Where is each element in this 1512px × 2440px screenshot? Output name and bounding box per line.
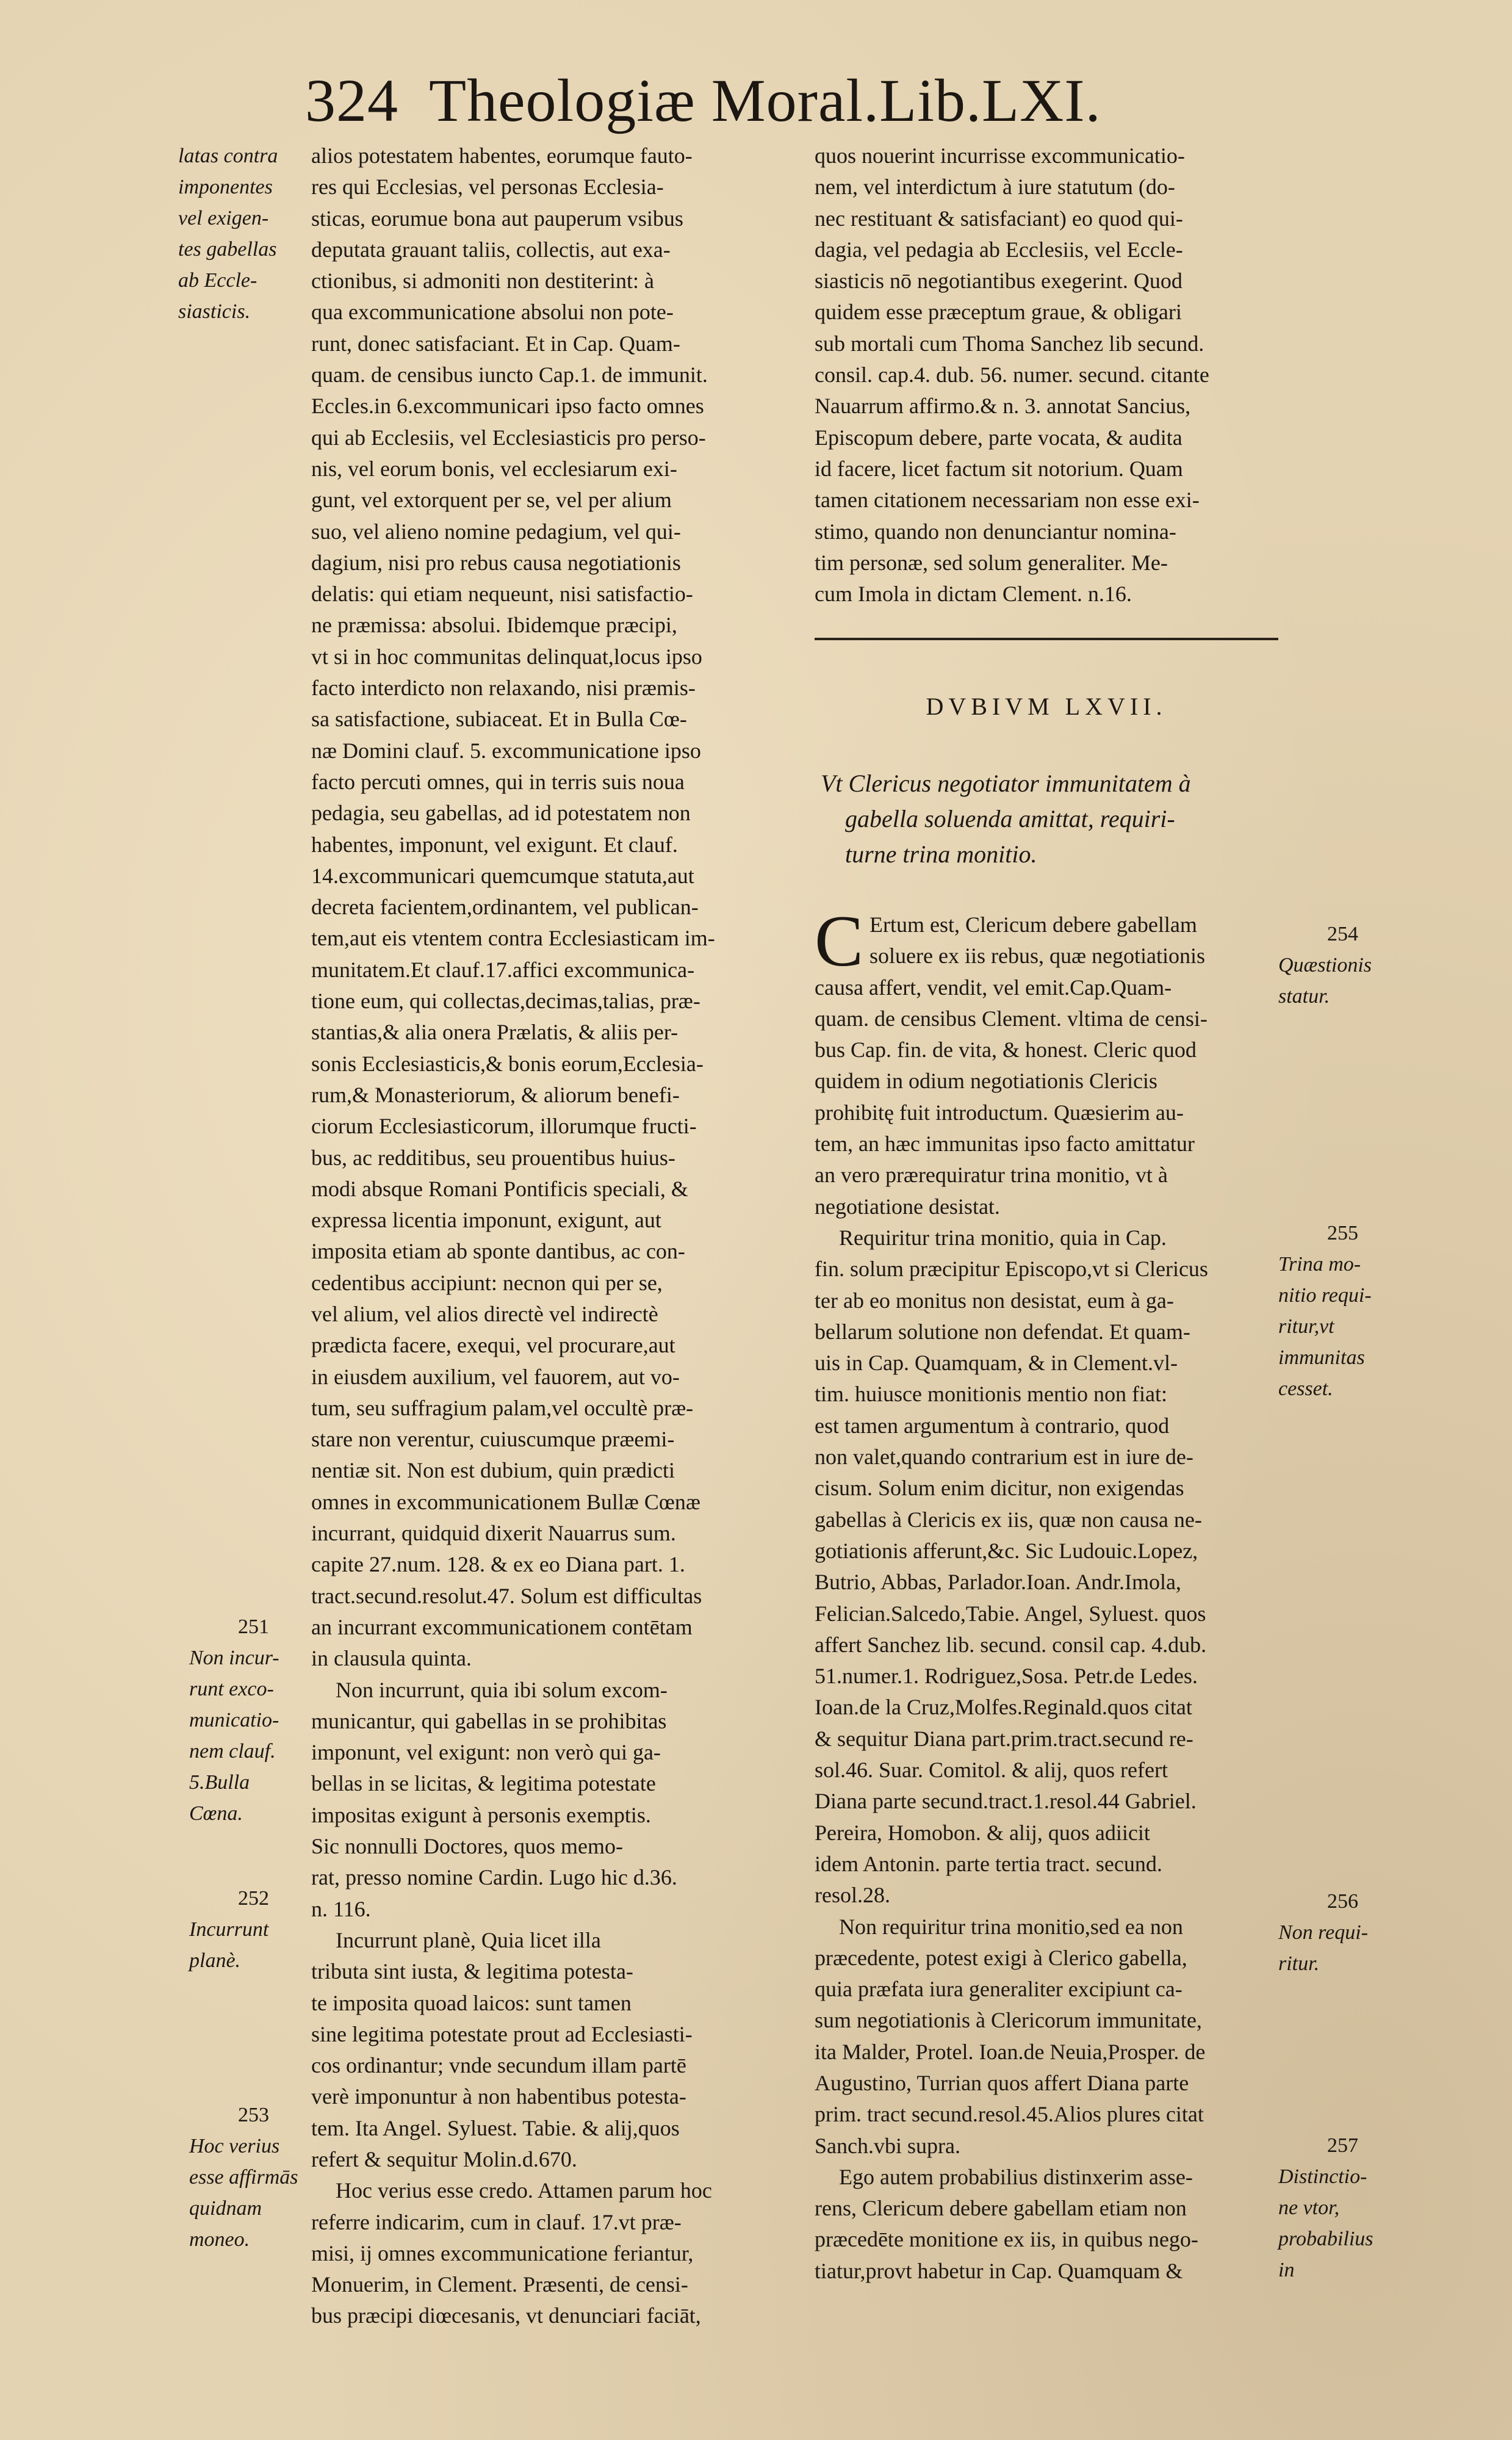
text-line: facto interdicto non relaxando, nisi præmis- (311, 676, 696, 701)
margin-line: ab Eccle- (178, 269, 257, 292)
text-line: impositas exigunt à personis exemptis. (311, 1802, 651, 1827)
text-line: uis in Cap. Quamquam, & in Clement.vl- (815, 1351, 1178, 1376)
text-line: an incurrant excommunicationem contētam (311, 1614, 693, 1639)
text-line: negotiatione desistat. (815, 1194, 1000, 1219)
text-line: tione eum, qui collectas,decimas,talias, præ- (311, 989, 700, 1014)
text-line: cos ordinantur; vnde secundum illam partē (311, 2053, 686, 2078)
margin-note-number: 255 (1327, 1222, 1358, 1244)
text-line: Augustino, Turrian quos affert Diana parte (815, 2070, 1189, 2095)
margin-line: Non incur- (189, 1647, 279, 1669)
text-line: nem, vel interdictum à iure statutum (do- (815, 175, 1175, 200)
paragraph (311, 140, 775, 1675)
text-line: præcedente, potest exigi à Clerico gabella, (815, 1945, 1187, 1970)
margin-line: statur. (1278, 985, 1330, 1008)
margin-note-number: 256 (1327, 1890, 1358, 1913)
text-line: munitatem.Et clauf.17.affici excommunica- (311, 957, 695, 982)
section-divider (815, 638, 1278, 640)
text-line: stantias,& alia onera Prælatis, & aliis per- (311, 1020, 679, 1045)
text-line: Incurrunt planè, Quia licet illa (336, 1927, 601, 1952)
margin-line: in (1278, 2259, 1295, 2281)
text-line: Sic nonnulli Doctores, quos memo- (311, 1834, 623, 1859)
text-line: & sequitur Diana part.prim.tract.secund re- (815, 1726, 1193, 1751)
text-line: non valet,quando contrarium est in iure de- (815, 1445, 1193, 1470)
margin-note-number: 257 (1327, 2134, 1358, 2157)
margin-line: Incurrunt (189, 1918, 269, 1941)
text-line: n. 116. (311, 1896, 371, 1921)
margin-note-right-255 (1278, 1218, 1406, 1404)
margin-note-left-252 (189, 1883, 311, 1976)
text-line: Ego autem probabilius distinxerim asse- (839, 2164, 1193, 2189)
margin-line: probabilius (1278, 2228, 1373, 2250)
text-line: sub mortali cum Thoma Sanchez lib secund. (815, 331, 1204, 356)
margin-line: ritur. (1278, 1952, 1320, 1975)
margin-line: imponentes (178, 176, 273, 198)
text-line: Sanch.vbi supra. (815, 2133, 960, 2158)
margin-note-number: 252 (238, 1887, 269, 1910)
paragraph (311, 1925, 775, 2175)
question-line: gabella soluenda amittat, requiri- (845, 805, 1175, 832)
text-line: rum,& Monasteriorum, & aliorum benefi- (311, 1082, 680, 1107)
text-line: runt, donec satisfaciant. Et in Cap. Quam- (311, 331, 680, 356)
margin-line: nitio requi- (1278, 1284, 1372, 1307)
text-line: ctionibus, si admoniti non destiterint: à (311, 269, 654, 294)
text-line: vt si in hoc communitas delinquat,locus ipso (311, 644, 702, 669)
text-line: quam. de censibus iuncto Cap.1. de immunit. (311, 363, 708, 388)
text-line: tamen citationem necessariam non esse exi- (815, 488, 1200, 513)
text-line: sol.46. Suar. Comitol. & alij, quos refert (815, 1758, 1168, 1783)
text-line: suo, vel alieno nomine pedagium, vel qui- (311, 519, 681, 544)
text-line: nis, vel eorum bonis, vel ecclesiarum exi- (311, 456, 677, 481)
text-line: tem. Ita Angel. Syluest. Tabie. & alij,quos (311, 2115, 680, 2140)
margin-line: Hoc verius (189, 2135, 280, 2157)
text-line: gabellas à Clericis ex iis, quæ non causa ne- (815, 1507, 1202, 1532)
margin-line: immunitas (1278, 1346, 1365, 1369)
margin-line: moneo. (189, 2228, 250, 2251)
text-line: modi absque Romani Pontificis speciali, & (311, 1176, 688, 1201)
margin-note-number: 253 (238, 2104, 269, 2126)
text-line: siasticis nō negotiantibus exegerint. Quod (815, 269, 1183, 294)
margin-note-left-1 (178, 140, 306, 327)
text-line: Ertum est, Clericum debere gabellam (869, 912, 1197, 937)
paragraph (311, 1675, 775, 1925)
text-line: delatis: qui etiam nequeunt, nisi satisfactio- (311, 582, 693, 607)
text-line: nec restituant & satisfaciant) eo quod qui- (815, 206, 1183, 231)
text-line: resol.28. (815, 1883, 890, 1908)
margin-line: Trina mo- (1278, 1253, 1361, 1276)
margin-note-left-251 (189, 1611, 311, 1829)
text-line: facto percuti omnes, qui in terris suis noua (311, 769, 685, 794)
text-line: causa affert, vendit, vel emit.Cap.Quam- (815, 975, 1172, 1000)
text-line: bus, ac redditibus, seu prouentibus huius- (311, 1145, 675, 1170)
text-line: alios potestatem habentes, eorumque fauto- (311, 143, 693, 168)
text-line: pedagia, seu gabellas, ad id potestatem non (311, 801, 691, 826)
margin-line: cesset. (1278, 1377, 1333, 1400)
text-line: incurrant, quidquid dixerit Nauarrus sum. (311, 1521, 676, 1546)
text-line: bellas in se licitas, & legitima potestate (311, 1771, 656, 1796)
text-line: in eiusdem auxilium, vel fauorem, aut vo- (311, 1364, 680, 1389)
paragraph (815, 900, 1278, 1222)
text-line: Non requiritur trina monitio,sed ea non (839, 1914, 1183, 1939)
margin-line: ritur,vt (1278, 1315, 1334, 1338)
text-line: præcedēte monitione ex iis, in quibus nego- (815, 2227, 1198, 2252)
text-line: sa satisfactione, subiaceat. Et in Bulla Cœ- (311, 707, 687, 732)
running-title: Theologiæ Moral.Lib.LXI. (429, 67, 1101, 134)
text-line: Butrio, Abbas, Parlador.Ioan. Andr.Imola, (815, 1570, 1181, 1595)
margin-line: Quæstionis (1278, 954, 1372, 976)
text-line: deputata grauant taliis, collectis, aut exa- (311, 237, 671, 262)
text-line: Eccles.in 6.excommunicari ipso facto omnes (311, 394, 704, 419)
text-line: in clausula quinta. (311, 1646, 472, 1671)
margin-line: runt exco- (189, 1678, 274, 1700)
text-line: 51.numer.1. Rodriguez,Sosa. Petr.de Ledes. (815, 1664, 1198, 1689)
text-line: Felician.Salcedo,Tabie. Angel, Syluest. quos (815, 1601, 1206, 1626)
text-line: nentiæ sit. Non est dubium, quin prædicti (311, 1458, 675, 1483)
question-text (821, 766, 1284, 872)
text-line: 14.excommunicari quemcumque statuta,aut (311, 863, 694, 888)
margin-note-right-256 (1278, 1886, 1406, 1979)
text-line: referre indicarim, cum in clauf. 17.vt præ- (311, 2209, 682, 2234)
text-line: tem, an hæc immunitas ipso facto amittatur (815, 1132, 1195, 1157)
margin-line: siasticis. (178, 300, 251, 323)
text-line: Episcopum debere, parte vocata, & audita (815, 425, 1183, 450)
text-line: bus Cap. fin. de vita, & honest. Cleric quod (815, 1038, 1197, 1063)
text-line: rens, Clericum debere gabellam etiam non (815, 2196, 1187, 2221)
margin-note-right-257 (1278, 2130, 1406, 2286)
text-line: Nauarrum affirmo.& n. 3. annotat Sancius, (815, 394, 1191, 419)
margin-line: ne vtor, (1278, 2196, 1340, 2219)
question-line: Vt Clericus negotiator immunitatem à (821, 770, 1191, 797)
margin-note-number: 254 (1327, 923, 1358, 945)
text-line: Requiritur trina monitio, quia in Cap. (839, 1225, 1167, 1250)
margin-note-right-254 (1278, 919, 1406, 1012)
paragraph (815, 1222, 1278, 1911)
left-text-column (311, 140, 775, 2332)
paragraph (815, 1911, 1278, 2162)
text-line: dagia, vel pedagia ab Ecclesiis, vel Eccle- (815, 237, 1183, 262)
text-line: res qui Ecclesias, vel personas Ecclesia- (311, 175, 664, 200)
text-line: sine legitima potestate prout ad Ecclesiasti- (311, 2021, 693, 2046)
text-line: gotiationis afferunt,&c. Sic Ludouic.Lopez, (815, 1538, 1198, 1563)
text-line: rat, presso nomine Cardin. Lugo hic d.36. (311, 1865, 677, 1890)
text-line: te imposita quoad laicos: sunt tamen (311, 1990, 632, 2015)
text-line: municantur, qui gabellas in se prohibitas (311, 1708, 667, 1733)
text-line: decreta facientem,ordinantem, vel publican- (311, 895, 699, 920)
running-header (305, 67, 1233, 134)
margin-line: nem clauf. (189, 1740, 276, 1763)
text-line: næ Domini clauf. 5. excommunicatione ipso (311, 738, 701, 763)
margin-line: Cœna. (189, 1802, 243, 1825)
dubium-heading: DVBIVM LXVII. (926, 693, 1167, 720)
page-number: 324 (305, 67, 398, 134)
text-line: Monuerim, in Clement. Præsenti, de censi- (311, 2272, 688, 2297)
text-line: cisum. Solum enim dicitur, non exigendas (815, 1476, 1184, 1501)
drop-cap: C (815, 900, 864, 981)
text-line: cedentibus accipiunt: necnon qui per se, (311, 1270, 663, 1295)
text-line: verè imponuntur à non habentibus potesta- (311, 2084, 686, 2109)
text-line: est tamen argumentum à contrario, quod (815, 1413, 1170, 1438)
margin-line: Distinctio- (1278, 2165, 1367, 2188)
paragraph-lines (815, 900, 1278, 1222)
text-line: quia præfata iura generaliter excipiunt ca- (815, 1977, 1183, 2002)
right-text-column-top (815, 140, 1278, 610)
right-text-column-bottom (815, 900, 1278, 2287)
paragraph (815, 2162, 1278, 2287)
text-line: sticas, eorumue bona aut pauperum vsibus (311, 206, 683, 231)
text-line: qua excommunicatione absolui non pote- (311, 300, 674, 325)
margin-note-left-253 (189, 2099, 311, 2255)
text-line: tim personæ, sed solum generaliter. Me- (815, 550, 1168, 575)
margin-line: latas contra (178, 145, 278, 167)
text-line: vel alium, vel alios directè vel indirectè (311, 1301, 658, 1326)
text-line: idem Antonin. parte tertia tract. secund. (815, 1851, 1162, 1876)
text-line: Pereira, Homobon. & alij, quos adiicit (815, 1820, 1150, 1845)
text-line: id facere, licet factum sit notorium. Quam (815, 456, 1183, 481)
question-line: turne trina monitio. (845, 840, 1037, 868)
text-line: omnes in excommunicationem Bullæ Cœnæ (311, 1489, 700, 1514)
text-line: ter ab eo monitus non desistat, eum à ga- (815, 1288, 1174, 1313)
text-line: bus præcipi diœcesanis, vt denunciari faciāt, (311, 2303, 701, 2328)
text-line: consil. cap.4. dub. 56. numer. secund. citante (815, 363, 1209, 388)
margin-line: vel exigen- (178, 207, 269, 229)
text-line: tributa sint iusta, & legitima potesta- (311, 1959, 633, 1984)
text-line: prædicta facere, exequi, vel procurare,aut (311, 1333, 675, 1358)
text-line: an vero prærequiratur trina monitio, vt à (815, 1163, 1168, 1188)
text-line: quidem in odium negotiationis Clericis (815, 1069, 1157, 1094)
text-line: quos nouerint incurrisse excommunicatio- (815, 143, 1185, 168)
text-line: sonis Ecclesiasticis,& bonis eorum,Ecclesia- (311, 1051, 704, 1076)
text-line: refert & sequitur Molin.d.670. (311, 2147, 577, 2171)
text-line: stimo, quando non denunciantur nomina- (815, 519, 1176, 544)
text-line: Non incurrunt, quia ibi solum excom- (336, 1677, 668, 1702)
text-line: habentes, imponunt, vel exigunt. Et clauf. (311, 832, 678, 857)
text-line: tem,aut eis vtentem contra Ecclesiasticam im- (311, 926, 715, 951)
paragraph (815, 140, 1278, 610)
text-line: ciorum Ecclesiasticorum, illorumque fructi- (311, 1114, 697, 1139)
text-line: gunt, vel extorquent per se, vel per alium (311, 488, 672, 513)
text-line: quam. de censibus Clement. vltima de censi- (815, 1006, 1208, 1031)
margin-line: 5.Bulla (189, 1771, 250, 1794)
text-line: cum Imola in dictam Clement. n.16. (815, 582, 1132, 607)
paragraph (311, 2175, 775, 2331)
text-line: tim. huiusce monitionis mentio non fiat: (815, 1382, 1167, 1407)
text-line: soluere ex iis rebus, quæ negotiationis (869, 944, 1205, 969)
text-line: sum negotiationis à Clericorum immunitate, (815, 2008, 1202, 2033)
text-line: misi, ij omnes excommunicatione feriantur, (311, 2240, 694, 2265)
text-line: Diana parte secund.tract.1.resol.44 Gabriel. (815, 1789, 1197, 1814)
text-line: imponunt, vel exigunt: non verò qui ga- (311, 1740, 661, 1765)
text-line: qui ab Ecclesiis, vel Ecclesiasticis pro perso- (311, 425, 706, 450)
text-line: tiatur,provt habetur in Cap. Quamquam & (815, 2258, 1183, 2283)
text-line: dagium, nisi pro rebus causa negotiationis (311, 550, 681, 575)
text-line: bellarum solutione non defendat. Et quam- (815, 1319, 1190, 1344)
margin-line: municatio- (189, 1709, 279, 1731)
margin-line: tes gabellas (178, 238, 277, 261)
text-line: capite 27.num. 128. & ex eo Diana part. 1. (311, 1552, 685, 1577)
text-line: affert Sanchez lib. secund. consil cap. 4.dub. (815, 1632, 1207, 1657)
text-line: prohibitę fuit introductum. Quæsierim au- (815, 1100, 1184, 1125)
text-line: quidem esse præceptum graue, & obligari (815, 300, 1182, 325)
text-line: expressa licentia imponunt, exigunt, aut (311, 1208, 661, 1233)
text-line: Ioan.de la Cruz,Molfes.Reginald.quos citat (815, 1695, 1192, 1720)
margin-line: esse affirmās (189, 2166, 298, 2189)
text-line: Hoc verius esse credo. Attamen parum hoc (336, 2178, 712, 2203)
margin-line: quidnam (189, 2197, 262, 2220)
text-line: prim. tract secund.resol.45.Alios plures citat (815, 2102, 1204, 2127)
text-line: ita Malder, Protel. Ioan.de Neuia,Prosper. de (815, 2039, 1206, 2064)
text-line: ne præmissa: absolui. Ibidemque præcipi, (311, 613, 677, 638)
margin-note-number: 251 (238, 1615, 269, 1638)
margin-line: Non requi- (1278, 1921, 1369, 1944)
text-line: stare non verentur, cuiuscumque præemi- (311, 1427, 675, 1452)
text-line: imposita etiam ab sponte dantibus, ac con- (311, 1239, 685, 1264)
text-line: fin. solum præcipitur Episcopo,vt si Clericus (815, 1257, 1208, 1282)
margin-line: planè. (189, 1949, 241, 1972)
text-line: tum, seu suffragium palam,vel occultè præ- (311, 1395, 694, 1420)
text-line: tract.secund.resolut.47. Solum est difficultas (311, 1583, 702, 1608)
